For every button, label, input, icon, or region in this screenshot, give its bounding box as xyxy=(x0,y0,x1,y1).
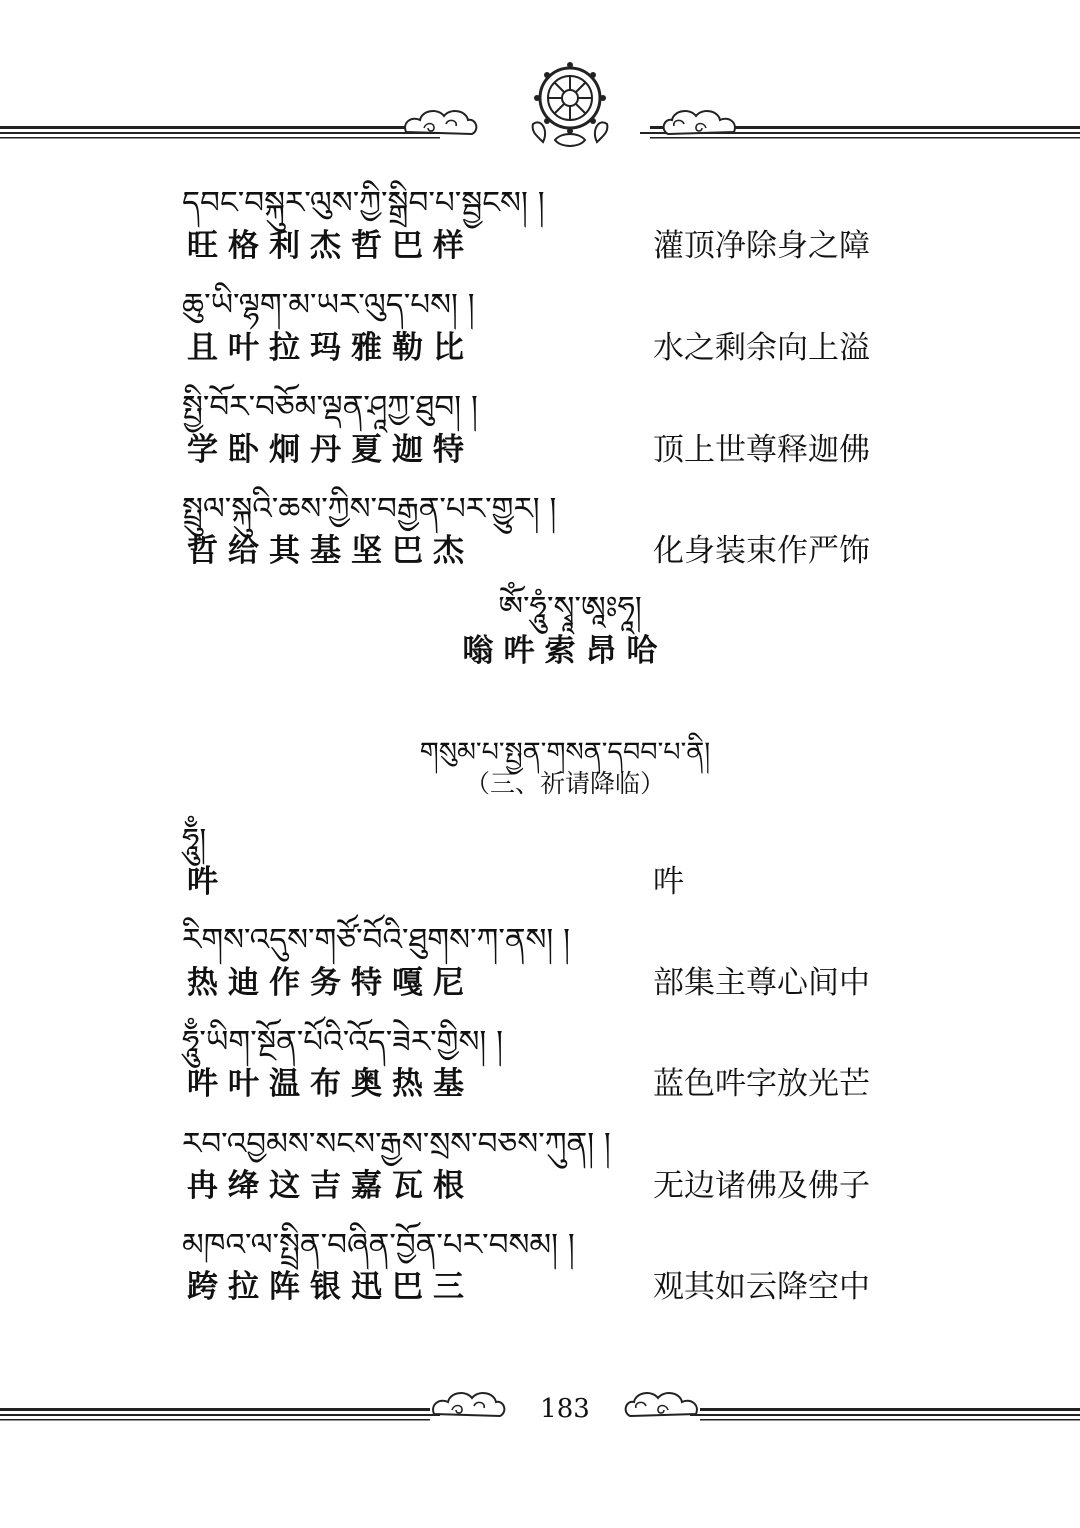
verse-tibetan: ཆུ་ཡི་ལྷག་མ་ཡར་ལུད་པས། ། xyxy=(182,287,475,323)
mantra-tibetan: ཨོཾ་ཧཱུཾ་སྭཱ་ཨཱཿཧཱ། xyxy=(498,590,642,626)
verse-phonetic: 且叶拉玛雅勒比 xyxy=(187,330,474,366)
cloud-right-icon xyxy=(660,106,740,142)
cloud-left-icon xyxy=(428,1388,508,1424)
verse-tibetan: སྤྱི་བོར་བཅོམ་ལྡན་ཤཱཀྱ་ཐུབ། ། xyxy=(182,389,478,425)
verse-phonetic: 吽叶温布奥热基 xyxy=(187,1066,474,1102)
verse-tibetan: ཧཱུྃ་ཡིག་སྔོན་པོའི་འོད་ཟེར་གྱིས། ། xyxy=(182,1024,504,1060)
verse-tibetan: དབང་བསྐུར་ལུས་ཀྱི་སྒྲིབ་པ་སྦྱངས། ། xyxy=(182,185,545,221)
verse-meaning: 顶上世尊释迦佛 xyxy=(653,432,870,468)
section-heading-chinese: （三、祈请降临） xyxy=(464,769,665,798)
cloud-left-icon xyxy=(400,106,480,142)
verse-phonetic: 学卧炯丹夏迦特 xyxy=(187,432,474,468)
verse-meaning: 观其如云降空中 xyxy=(653,1269,870,1305)
verse-meaning: 部集主尊心间中 xyxy=(653,965,870,1001)
verse-meaning: 无边诸佛及佛子 xyxy=(653,1168,870,1204)
verse-phonetic: 热迪作务特嘎尼 xyxy=(187,965,474,1001)
cloud-right-icon xyxy=(622,1388,702,1424)
verse-phonetic: 冉绛这吉嘉瓦根 xyxy=(187,1168,474,1204)
hum-phonetic: 吽 xyxy=(187,864,228,900)
verse-meaning: 化身装束作严饰 xyxy=(653,533,870,569)
verse-tibetan: མཁའ་ལ་སྤྲིན་བཞིན་བྱོན་པར་བསམ། ། xyxy=(182,1227,575,1263)
verse-meaning: 灌顶净除身之障 xyxy=(653,228,870,264)
verse-meaning: 蓝色吽字放光芒 xyxy=(653,1066,870,1102)
page-number: 183 xyxy=(540,1394,590,1424)
dharma-wheel-icon xyxy=(525,58,615,152)
verse-tibetan: སྤྲུལ་སྐུའི་ཆས་ཀྱིས་བརྒྱན་པར་གྱུར། ། xyxy=(182,491,557,527)
mantra-phonetic: 嗡吽索昂哈 xyxy=(462,633,668,669)
hum-meaning: 吽 xyxy=(653,864,684,900)
hum-tibetan: ཧཱུྃ། xyxy=(182,822,207,858)
verse-phonetic: 跨拉阵银迅巴三 xyxy=(187,1269,474,1305)
verse-tibetan: རིགས་འདུས་གཙོ་བོའི་ཐུགས་ཀ་ནས། ། xyxy=(182,922,571,958)
verse-tibetan: རབ་འབྱམས་སངས་རྒྱས་སྲས་བཅས་ཀུན། ། xyxy=(182,1126,611,1162)
verse-phonetic: 旺格利杰哲巴样 xyxy=(187,228,474,264)
verse-phonetic: 哲给其基坚巴杰 xyxy=(187,533,474,569)
verse-meaning: 水之剩余向上溢 xyxy=(653,330,870,366)
section-heading-tibetan: གསུམ་པ་སྤྱན་གསན་དབབ་པ་ནི། xyxy=(419,737,711,768)
